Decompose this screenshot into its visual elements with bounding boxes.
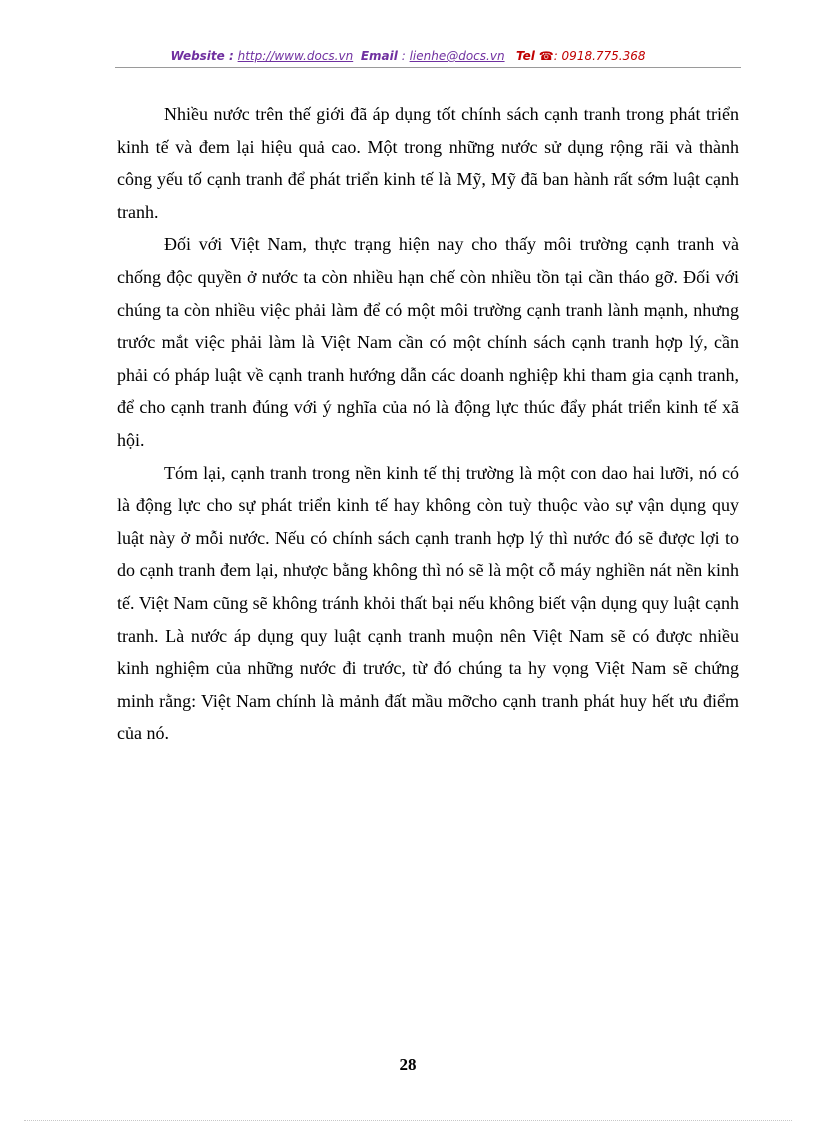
website-label: Website :: [170, 49, 234, 63]
tel-label: Tel: [516, 49, 535, 63]
website-link[interactable]: http://www.docs.vn: [237, 49, 354, 63]
paragraph: Nhiều nước trên thế giới đã áp dụng tốt chính sách cạnh tranh trong phát triển kinh tế và đem lại hiệu quả cao. Một trong những nước sử dụng rộng rãi và thành công yếu tố cạnh tranh để phát triển kinh tế là Mỹ, Mỹ đã ban hành rất sớm luật cạnh tranh.: [117, 104, 739, 222]
page-header: [0, 47, 816, 65]
page-number: 28: [399, 1055, 417, 1074]
document-body: [117, 98, 739, 750]
email-link[interactable]: lienhe@docs.vn: [409, 49, 505, 63]
email-label: Email: [360, 49, 398, 63]
paragraph: Đối với Việt Nam, thực trạng hiện nay cho thấy môi trường cạnh tranh và chống độc quyền ở nước ta còn nhiều hạn chế còn nhiều tồn tại cần tháo gỡ. Đối với chúng ta còn nhiều việc phải làm để có một môi trường cạnh tranh lành mạnh, nhưng trước mắt việc phải làm là Việt Nam cần có một chính sách cạnh tranh hợp lý, cần phải có pháp luật về cạnh tranh hướng dẫn các doanh nghiệp khi tham gia cạnh tranh, để cho cạnh tranh đúng với ý nghĩa của nó là động lực thúc đẩy phát triển kinh tế xã hội.: [117, 234, 739, 450]
page-bottom-border: [24, 1120, 792, 1121]
email-separator: :: [401, 49, 406, 63]
header-divider: [115, 67, 741, 68]
phone-icon: ☎: [538, 49, 554, 63]
paragraph: Tóm lại, cạnh tranh trong nền kinh tế thị trường là một con dao hai lưỡi, nó có là động lực cho sự phát triển kinh tế hay không còn tuỳ thuộc vào sự vận dụng quy luật này ở mỗi nước. Nếu có chính sách cạnh tranh hợp lý thì nước đó sẽ được lợi to do cạnh tranh đem lại, nhược bằng không thì nó sẽ là một cỗ máy nghiền nát nền kinh tế. Việt Nam cũng sẽ không tránh khỏi thất bại nếu không biết vận dụng quy luật cạnh tranh. Là nước áp dụng quy luật cạnh tranh muộn nên Việt Nam sẽ có được nhiều kinh nghiệm của những nước đi trước, từ đó chúng ta hy vọng Việt Nam sẽ chứng minh rằng: Việt Nam chính là mảnh đất mầu mỡcho cạnh tranh phát huy hết ưu điểm của nó.: [117, 462, 739, 744]
phone-number: : 0918.775.368: [553, 49, 646, 63]
